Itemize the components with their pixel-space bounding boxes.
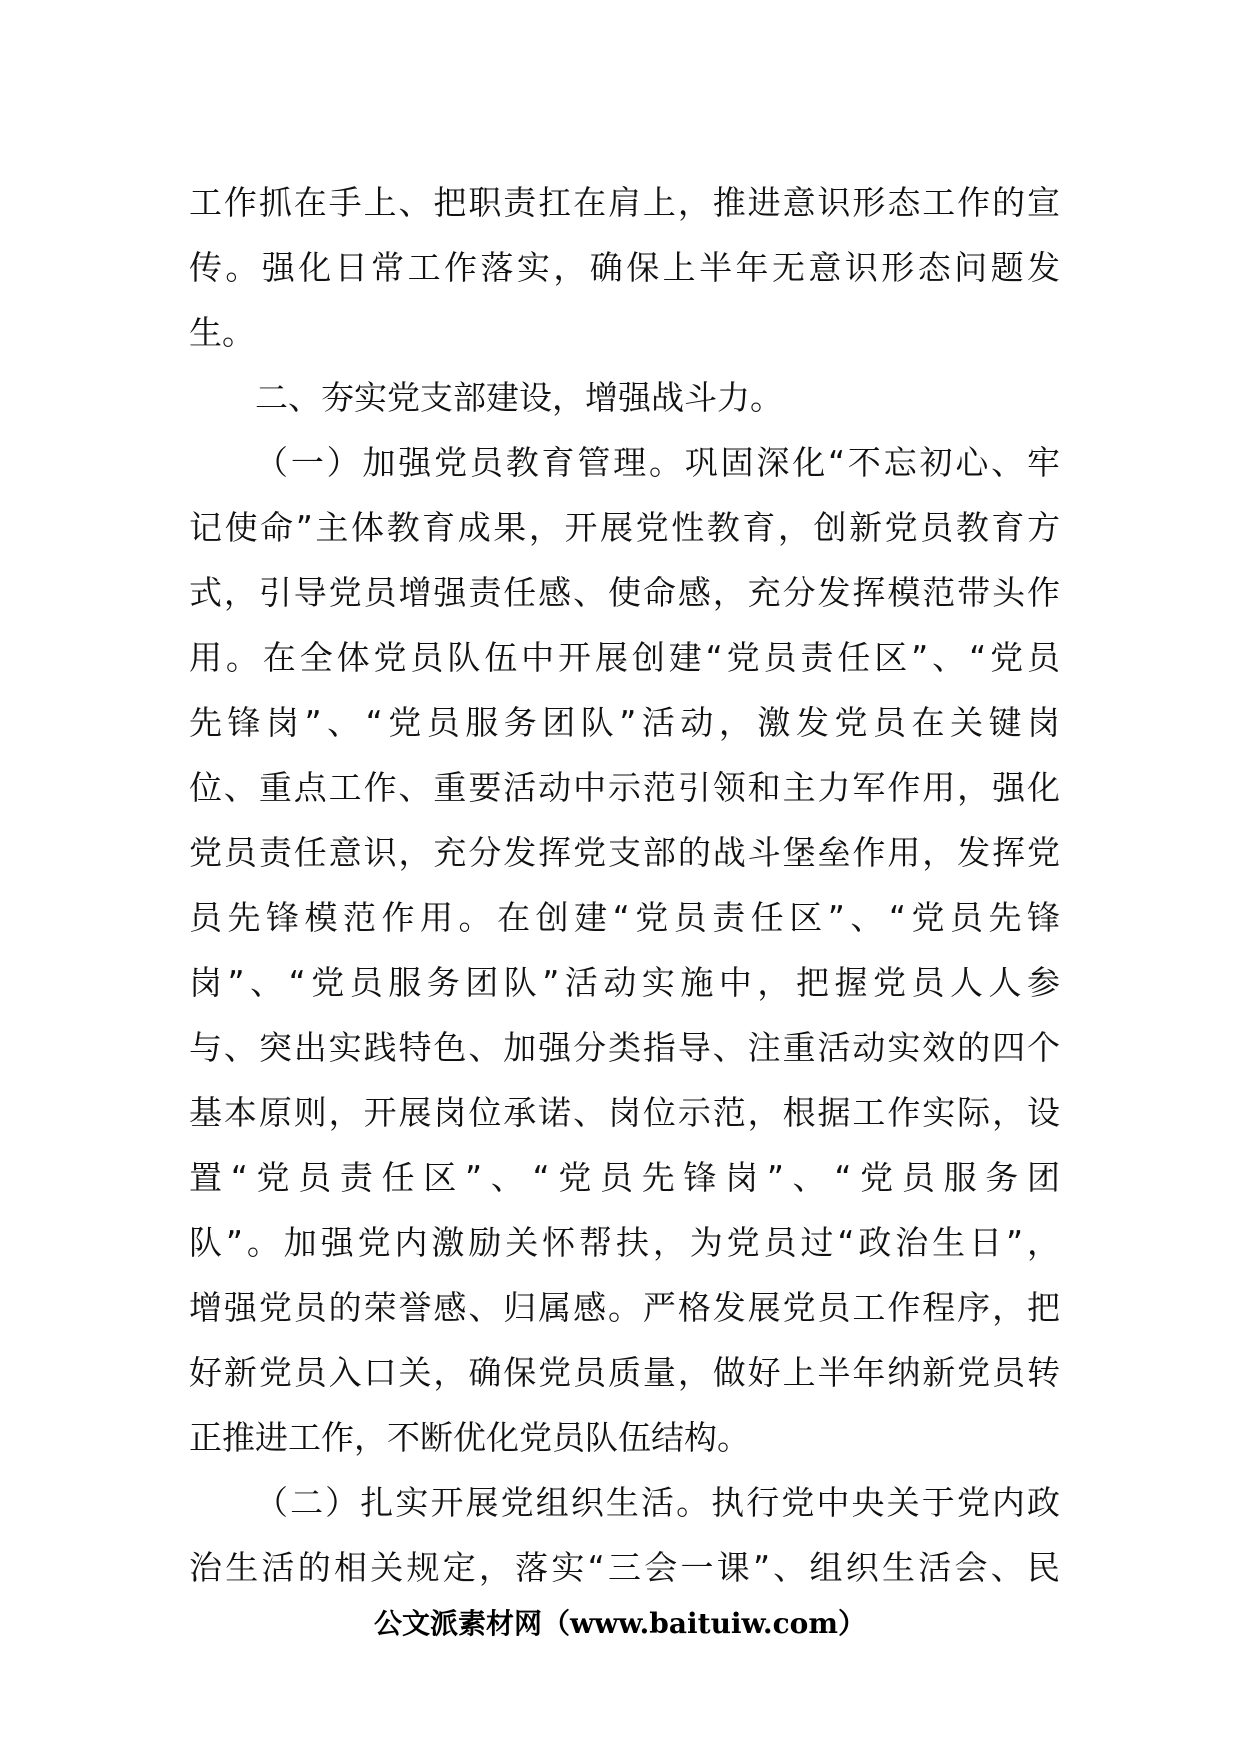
- text-line: 党员责任意识，充分发挥党支部的战斗堡垒作用，发挥党: [189, 833, 1060, 872]
- text-line: 治生活的相关规定，落实“三会一课”、组织生活会、民: [189, 1548, 1060, 1587]
- text-line: 置“党员责任区”、“党员先锋岗”、“党员服务团: [189, 1158, 1060, 1197]
- text-line: 工作抓在手上、把职责扛在肩上，推进意识形态工作的宣: [189, 183, 1060, 222]
- text-line: 位、重点工作、重要活动中示范引领和主力军作用，强化: [189, 768, 1060, 807]
- paragraph: [189, 430, 1060, 1470]
- text-line: 先锋岗”、“党员服务团队”活动，激发党员在关键岗: [189, 703, 1060, 742]
- footer-watermark: 公文派素材网（www.baituiw.com）: [374, 1607, 866, 1640]
- text-line: 式，引导党员增强责任感、使命感，充分发挥模范带头作: [189, 573, 1060, 612]
- text-line: 增强党员的荣誉感、归属感。严格发展党员工作程序，把: [189, 1288, 1060, 1327]
- text-line: 岗”、“党员服务团队”活动实施中，把握党员人人参: [189, 963, 1060, 1002]
- text-line: 传。强化日常工作落实，确保上半年无意识形态问题发: [189, 248, 1060, 287]
- text-line: 好新党员入口关，确保党员质量，做好上半年纳新党员转: [189, 1353, 1060, 1392]
- text-line: 用。在全体党员队伍中开展创建“党员责任区”、“党员: [189, 638, 1060, 677]
- paragraph: [189, 170, 1060, 365]
- text-line: 二、夯实党支部建设，增强战斗力。: [255, 378, 783, 417]
- text-line: 正推进工作，不断优化党员队伍结构。: [189, 1418, 750, 1457]
- text-line: 与、突出实践特色、加强分类指导、注重活动实效的四个: [189, 1028, 1060, 1067]
- paragraph: [189, 1470, 1060, 1600]
- text-line: （二）扎实开展党组织生活。执行党中央关于党内政: [255, 1483, 1060, 1522]
- text-line: （一）加强党员教育管理。巩固深化“不忘初心、牢: [255, 443, 1060, 482]
- text-line: 记使命”主体教育成果，开展党性教育，创新党员教育方: [189, 508, 1060, 547]
- text-line: 基本原则，开展岗位承诺、岗位示范，根据工作实际，设: [189, 1093, 1060, 1132]
- text-line: 生。: [189, 313, 255, 352]
- document-body: [189, 170, 1060, 1600]
- text-line: 队”。加强党内激励关怀帮扶，为党员过“政治生日”，: [189, 1223, 1060, 1262]
- section-heading: [189, 365, 1060, 430]
- text-line: 员先锋模范作用。在创建“党员责任区”、“党员先锋: [189, 898, 1060, 937]
